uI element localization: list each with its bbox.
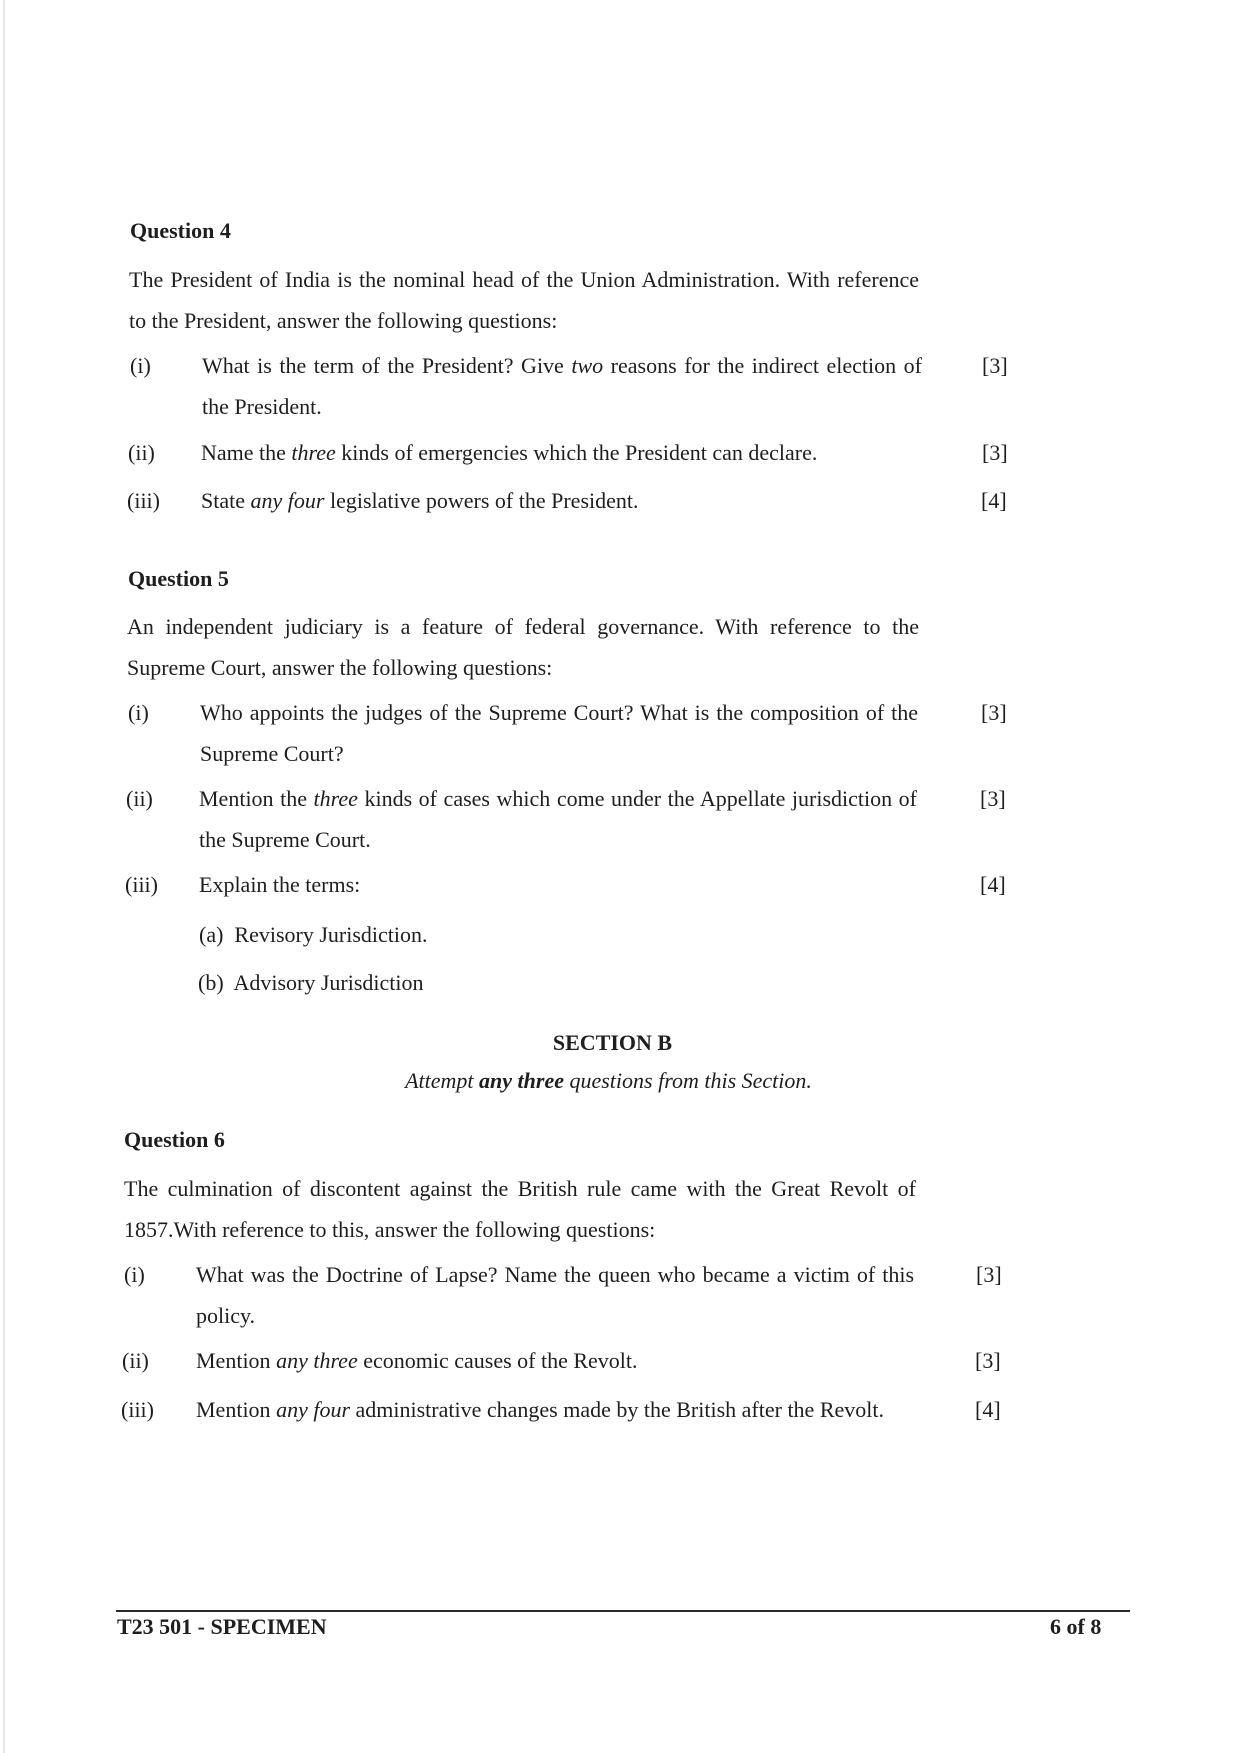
item-marks: [4] <box>980 872 1006 897</box>
question-5-subitem-a: (a) Revisory Jurisdiction. <box>199 922 428 947</box>
item-number: (iii) <box>127 488 160 513</box>
item-text: Mention the three kinds of cases which come under the Appellate jurisdiction of the Supreme Court. <box>199 786 918 852</box>
item-text: Mention any four administrative changes made by the British after the Revolt. <box>196 1397 884 1422</box>
item-number: (iii) <box>125 872 158 897</box>
item-text: What is the term of the President? Give two reasons for the indirect election of the President. <box>202 353 922 419</box>
question-4-intro: The President of India is the nominal head of the Union Administration. With reference to the President, answer the following questions: <box>129 267 919 333</box>
item-marks: [3] <box>975 1348 1001 1373</box>
item-marks: [3] <box>980 786 1006 811</box>
item-number: (ii) <box>126 786 153 811</box>
item-marks: [3] <box>976 1262 1002 1287</box>
item-text: State any four legislative powers of the President. <box>201 488 639 513</box>
item-text: Who appoints the judges of the Supreme Court? What is the composition of the Supreme Court? <box>200 700 918 766</box>
question-6-intro: The culmination of discontent against the British rule came with the Great Revolt of 1857.With reference to this, answer the following questions: <box>124 1176 916 1242</box>
page-edge <box>3 0 5 1753</box>
item-text: Name the three kinds of emergencies which the President can declare. <box>201 440 818 465</box>
item-number: (ii) <box>122 1348 149 1373</box>
item-text: Mention any three economic causes of the Revolt. <box>196 1348 638 1373</box>
section-b-heading: SECTION B <box>552 1030 673 1055</box>
footer-rule <box>116 1610 1130 1612</box>
question-4-title: Question 4 <box>130 218 231 243</box>
question-5-intro: An independent judiciary is a feature of federal governance. With reference to the Supreme Court, answer the following questions: <box>127 614 919 680</box>
footer-page-number: 6 of 8 <box>1050 1614 1102 1639</box>
footer-paper-code: T23 501 - SPECIMEN <box>117 1614 327 1639</box>
section-b-instructions: Attempt any three questions from this Section. <box>405 1068 812 1093</box>
item-marks: [3] <box>982 440 1008 465</box>
item-text: Explain the terms: <box>199 872 361 897</box>
item-marks: [3] <box>982 353 1008 378</box>
item-number: (i) <box>124 1262 145 1287</box>
item-number: (ii) <box>128 440 155 465</box>
item-marks: [3] <box>981 700 1007 725</box>
item-text: What was the Doctrine of Lapse? Name the queen who became a victim of this policy. <box>196 1262 914 1328</box>
item-marks: [4] <box>975 1397 1001 1422</box>
question-5-subitem-b: (b) Advisory Jurisdiction <box>198 970 424 995</box>
item-marks: [4] <box>981 488 1007 513</box>
item-number: (iii) <box>121 1397 154 1422</box>
question-6-title: Question 6 <box>124 1127 225 1152</box>
question-5-title: Question 5 <box>128 566 229 591</box>
item-number: (i) <box>130 353 151 378</box>
item-number: (i) <box>128 700 149 725</box>
